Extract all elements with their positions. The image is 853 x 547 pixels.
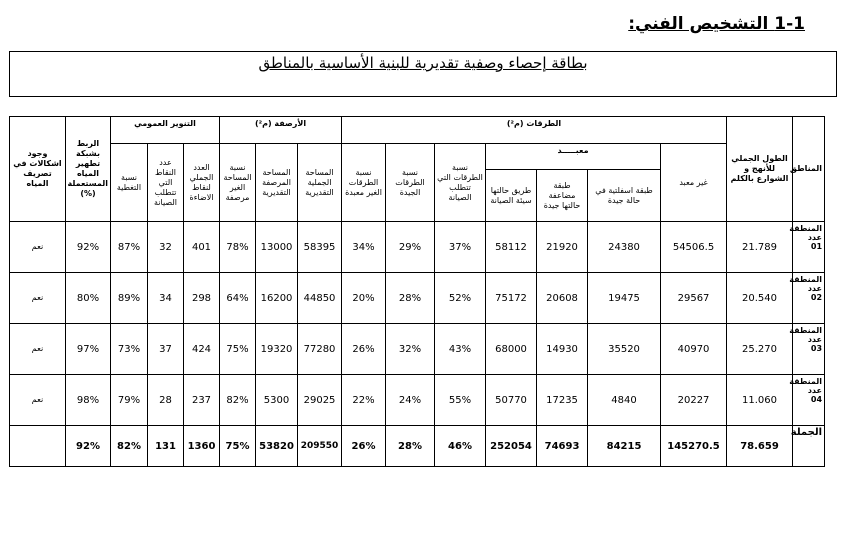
cell-drainage: نعم xyxy=(10,222,66,273)
cell-pct-need: 46% xyxy=(435,426,486,467)
cell-lights-need: 32 xyxy=(148,222,184,273)
cell-road-bad: 75172 xyxy=(486,273,537,324)
header-unpaved: غير معبد xyxy=(661,144,727,222)
total-row xyxy=(10,426,825,467)
group-paved: معبـــــد xyxy=(486,144,661,170)
cell-double-good: 17235 xyxy=(537,375,588,426)
cell-water: 98% xyxy=(66,375,111,426)
cell-pct-unpaved: 22% xyxy=(342,375,386,426)
cell-sw-total: 209550 xyxy=(298,426,342,467)
cell-coverage: 89% xyxy=(111,273,148,324)
header-coverage: نسبة التغطية xyxy=(111,144,148,222)
cell-pct-good: 29% xyxy=(386,222,435,273)
cell-double-good: 20608 xyxy=(537,273,588,324)
header-asphalt-good: طبقة اسفلتية في حالة جيدة xyxy=(588,170,661,222)
header-pct-need: نسبة الطرقات التي تتطلب الصيانة xyxy=(435,144,486,222)
section-heading: 1-1 التشخيص الفني: xyxy=(628,14,805,34)
header-area: المناطق xyxy=(793,117,825,222)
cell-asphalt-good: 35520 xyxy=(588,324,661,375)
cell-sw-pct-unpaved: 75% xyxy=(220,324,256,375)
table-row xyxy=(10,324,825,375)
cell-area: المنطقة عدد 03 xyxy=(793,324,825,375)
cell-sw-paved: 53820 xyxy=(256,426,298,467)
cell-sw-pct-unpaved: 75% xyxy=(220,426,256,467)
cell-asphalt-good: 4840 xyxy=(588,375,661,426)
cell-drainage: نعم xyxy=(10,375,66,426)
header-pct-good: نسبة الطرقات الجيدة xyxy=(386,144,435,222)
cell-lights-total: 1360 xyxy=(184,426,220,467)
cell-double-good: 21920 xyxy=(537,222,588,273)
cell-asphalt-good: 24380 xyxy=(588,222,661,273)
cell-road-bad: 252054 xyxy=(486,426,537,467)
cell-length: 78.659 xyxy=(727,426,793,467)
cell-sw-pct-unpaved: 78% xyxy=(220,222,256,273)
cell-pct-unpaved: 20% xyxy=(342,273,386,324)
cell-pct-unpaved: 34% xyxy=(342,222,386,273)
group-sidewalks: الأرصفة (م²) xyxy=(220,117,342,144)
header-length: الطول الجملي للأنهج و الشوارع بالكلم xyxy=(727,117,793,222)
group-roads: الطرقات (م²) xyxy=(342,117,727,144)
cell-unpaved: 40970 xyxy=(661,324,727,375)
cell-pct-need: 37% xyxy=(435,222,486,273)
header-pct-unpaved: نسبة الطرقات الغير معبدة xyxy=(342,144,386,222)
cell-asphalt-good: 19475 xyxy=(588,273,661,324)
cell-unpaved: 145270.5 xyxy=(661,426,727,467)
cell-area: المنطقة عدد 01 xyxy=(793,222,825,273)
header-sw-total: المساحة الجملية التقديرية xyxy=(298,144,342,222)
cell-lights-need: 28 xyxy=(148,375,184,426)
table-row xyxy=(10,375,825,426)
cell-water: 80% xyxy=(66,273,111,324)
cell-lights-total: 298 xyxy=(184,273,220,324)
cell-drainage: نعم xyxy=(10,324,66,375)
cell-sw-paved: 16200 xyxy=(256,273,298,324)
cell-sw-total: 29025 xyxy=(298,375,342,426)
cell-coverage: 82% xyxy=(111,426,148,467)
cell-double-good: 74693 xyxy=(537,426,588,467)
cell-length: 11.060 xyxy=(727,375,793,426)
header-water: الربط بشبكة تطهير المياه المستعملة (%) xyxy=(66,117,111,222)
cell-lights-need: 131 xyxy=(148,426,184,467)
group-lighting: التنوير العمومي xyxy=(111,117,220,144)
cell-water: 92% xyxy=(66,222,111,273)
cell-drainage xyxy=(10,426,66,467)
header-double-good: طبقة مضاعفة حالتها جيدة xyxy=(537,170,588,222)
cell-pct-good: 32% xyxy=(386,324,435,375)
cell-road-bad: 50770 xyxy=(486,375,537,426)
cell-sw-paved: 5300 xyxy=(256,375,298,426)
cell-lights-total: 424 xyxy=(184,324,220,375)
cell-pct-need: 43% xyxy=(435,324,486,375)
cell-water: 97% xyxy=(66,324,111,375)
cell-lights-need: 37 xyxy=(148,324,184,375)
cell-pct-good: 28% xyxy=(386,273,435,324)
table-row xyxy=(10,222,825,273)
cell-lights-total: 237 xyxy=(184,375,220,426)
cell-coverage: 79% xyxy=(111,375,148,426)
header-drainage: وجود اشكالات في تصريف المياه xyxy=(10,117,66,222)
cell-water: 92% xyxy=(66,426,111,467)
cell-pct-unpaved: 26% xyxy=(342,324,386,375)
cell-sw-paved: 19320 xyxy=(256,324,298,375)
cell-area: الجملة xyxy=(793,426,825,467)
cell-length: 21.789 xyxy=(727,222,793,273)
cell-pct-unpaved: 26% xyxy=(342,426,386,467)
cell-lights-total: 401 xyxy=(184,222,220,273)
cell-unpaved: 54506.5 xyxy=(661,222,727,273)
cell-coverage: 73% xyxy=(111,324,148,375)
cell-sw-total: 77280 xyxy=(298,324,342,375)
infrastructure-table xyxy=(9,116,825,467)
cell-double-good: 14930 xyxy=(537,324,588,375)
header-road-bad: طريق حالتها سيئة الصيانة xyxy=(486,170,537,222)
cell-asphalt-good: 84215 xyxy=(588,426,661,467)
cell-pct-need: 55% xyxy=(435,375,486,426)
header-sw-pct-unpaved: نسبة المساحة الغير مرصفة xyxy=(220,144,256,222)
table-row xyxy=(10,273,825,324)
cell-area: المنطقة عدد 02 xyxy=(793,273,825,324)
cell-unpaved: 20227 xyxy=(661,375,727,426)
cell-sw-pct-unpaved: 82% xyxy=(220,375,256,426)
cell-coverage: 87% xyxy=(111,222,148,273)
cell-lights-need: 34 xyxy=(148,273,184,324)
cell-unpaved: 29567 xyxy=(661,273,727,324)
cell-road-bad: 68000 xyxy=(486,324,537,375)
cell-length: 20.540 xyxy=(727,273,793,324)
cell-pct-good: 28% xyxy=(386,426,435,467)
cell-drainage: نعم xyxy=(10,273,66,324)
cell-sw-pct-unpaved: 64% xyxy=(220,273,256,324)
title-box xyxy=(9,51,837,97)
cell-length: 25.270 xyxy=(727,324,793,375)
cell-pct-need: 52% xyxy=(435,273,486,324)
header-lights-need: عدد النقاط التي تتطلب الصيانة xyxy=(148,144,184,222)
header-lights-total: العدد الجملي لنقاط الاضاءة xyxy=(184,144,220,222)
cell-pct-good: 24% xyxy=(386,375,435,426)
cell-road-bad: 58112 xyxy=(486,222,537,273)
cell-sw-total: 58395 xyxy=(298,222,342,273)
header-sw-paved: المساحة المرصفة التقديرية xyxy=(256,144,298,222)
cell-sw-total: 44850 xyxy=(298,273,342,324)
cell-area: المنطقة عدد 04 xyxy=(793,375,825,426)
cell-sw-paved: 13000 xyxy=(256,222,298,273)
page-title: بطاقة إحصاء وصفية تقديرية للبنية الأساسية بالمناطق xyxy=(258,54,588,72)
